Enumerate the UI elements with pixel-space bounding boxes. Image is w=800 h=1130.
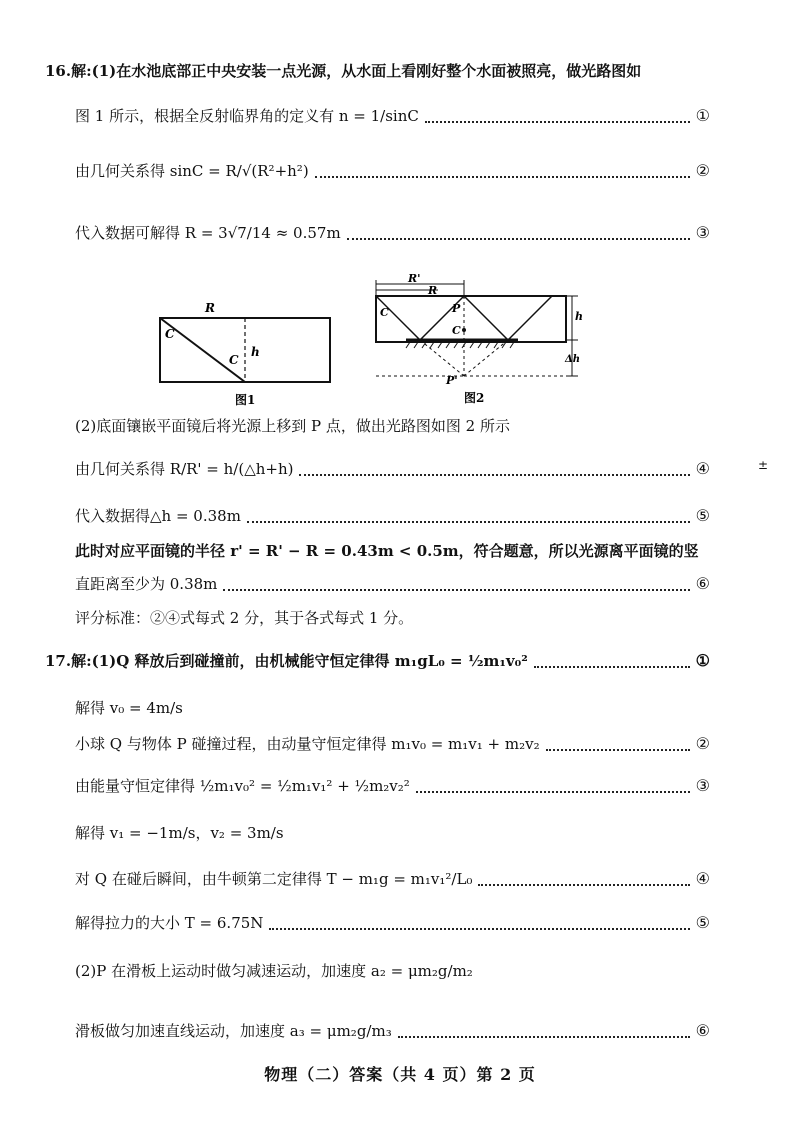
point-P	[462, 328, 466, 332]
q17-line-9: 滑板做匀加速直线运动，加速度 a₃ = μm₂g/m₃ ⑥	[75, 1021, 710, 1040]
margin-mark: ±	[758, 458, 769, 472]
q16-line-4: 代入数据可解得 R = 3√7/14 ≈ 0.57m ③	[75, 223, 710, 242]
q17-line-7: 解得拉力的大小 T = 6.75N ⑤	[75, 913, 710, 932]
leader-dots	[416, 791, 690, 793]
q16-line-1: 16.解:(1)在水池底部正中央安装一点光源，从水面上看刚好整个水面被照亮，做光路图如	[45, 62, 642, 80]
q17-line-2: 解得 v₀ = 4m/s	[75, 699, 183, 717]
q17-line-4: 由能量守恒定律得 ½m₁v₀² = ½m₁v₁² + ½m₂v₂² ③	[75, 776, 710, 795]
page-footer: 物理（二）答案（共 4 页）第 2 页	[264, 1065, 536, 1084]
q17-line-6: 对 Q 在碰后瞬间，由牛顿第二定律得 T − m₁g = m₁v₁²/L₀ ④	[75, 869, 710, 888]
q16-scoring: 评分标准：②④式每式 2 分，其于各式每式 1 分。	[75, 609, 414, 627]
q16-line-7: 代入数据得△h = 0.38m ⑤	[75, 506, 710, 525]
q17-line-3: 小球 Q 与物体 P 碰撞过程，由动量守恒定律得 m₁v₀ = m₁v₁ + m₂v₂ ②	[75, 734, 710, 753]
fig1-label-R: R	[205, 301, 215, 315]
fig2-label-C-left: C	[380, 306, 389, 319]
fig1-caption: 图1	[235, 393, 256, 407]
q16-line-6: 由几何关系得 R/R' = h/(△h+h) ④	[75, 459, 710, 478]
leader-dots	[478, 884, 689, 886]
fig2-label-h: h	[575, 310, 583, 323]
leader-dots	[425, 121, 690, 123]
q16-line-9: 直距离至少为 0.38m ⑥	[75, 574, 710, 593]
fig2-label-P-prime: P'	[446, 374, 458, 387]
q16-line-8: 此时对应平面镜的半径 r' = R' − R = 0.43m < 0.5m，符合题意，所以光源离平面镜的竖	[75, 542, 699, 560]
q17-line-8: (2)P 在滑板上运动时做匀减速运动，加速度 a₂ = μm₂g/m₂	[75, 962, 473, 980]
leader-dots	[247, 521, 690, 523]
q16-line-3: 由几何关系得 sinC = R/√(R²+h²) ②	[75, 161, 710, 180]
leader-dots	[315, 176, 690, 178]
fig1-label-C-top: C	[165, 327, 175, 341]
fig2-label-P: P	[452, 302, 461, 315]
q17-line-5: 解得 v₁ = −1m/s，v₂ = 3m/s	[75, 824, 284, 842]
fig2-label-R-prime: R'	[408, 272, 421, 285]
fig1-label-C-bottom: C	[229, 353, 239, 367]
figure-1	[155, 300, 340, 410]
fig2-caption: 图2	[464, 391, 485, 405]
leader-dots	[299, 474, 689, 476]
fig2-label-delta-h: Δh	[565, 354, 581, 365]
leader-dots	[269, 928, 689, 930]
figure-2	[368, 272, 588, 407]
q17-line-1: 17.解:(1)Q 释放后到碰撞前，由机械能守恒定律得 m₁gL₀ = ½m₁v₀² ①	[45, 651, 710, 670]
fig2-label-R: R	[428, 284, 438, 297]
fig1-label-h: h	[251, 345, 260, 359]
leader-dots	[347, 238, 690, 240]
leader-dots	[546, 749, 690, 751]
fig2-label-C-center: C	[452, 324, 461, 337]
leader-dots	[223, 589, 689, 591]
leader-dots	[398, 1036, 690, 1038]
q16-line-5: (2)底面镶嵌平面镜后将光源上移到 P 点，做出光路图如图 2 所示	[75, 417, 510, 435]
q16-line-2: 图 1 所示，根据全反射临界角的定义有 n = 1/sinC ①	[75, 106, 710, 125]
leader-dots	[534, 666, 690, 668]
